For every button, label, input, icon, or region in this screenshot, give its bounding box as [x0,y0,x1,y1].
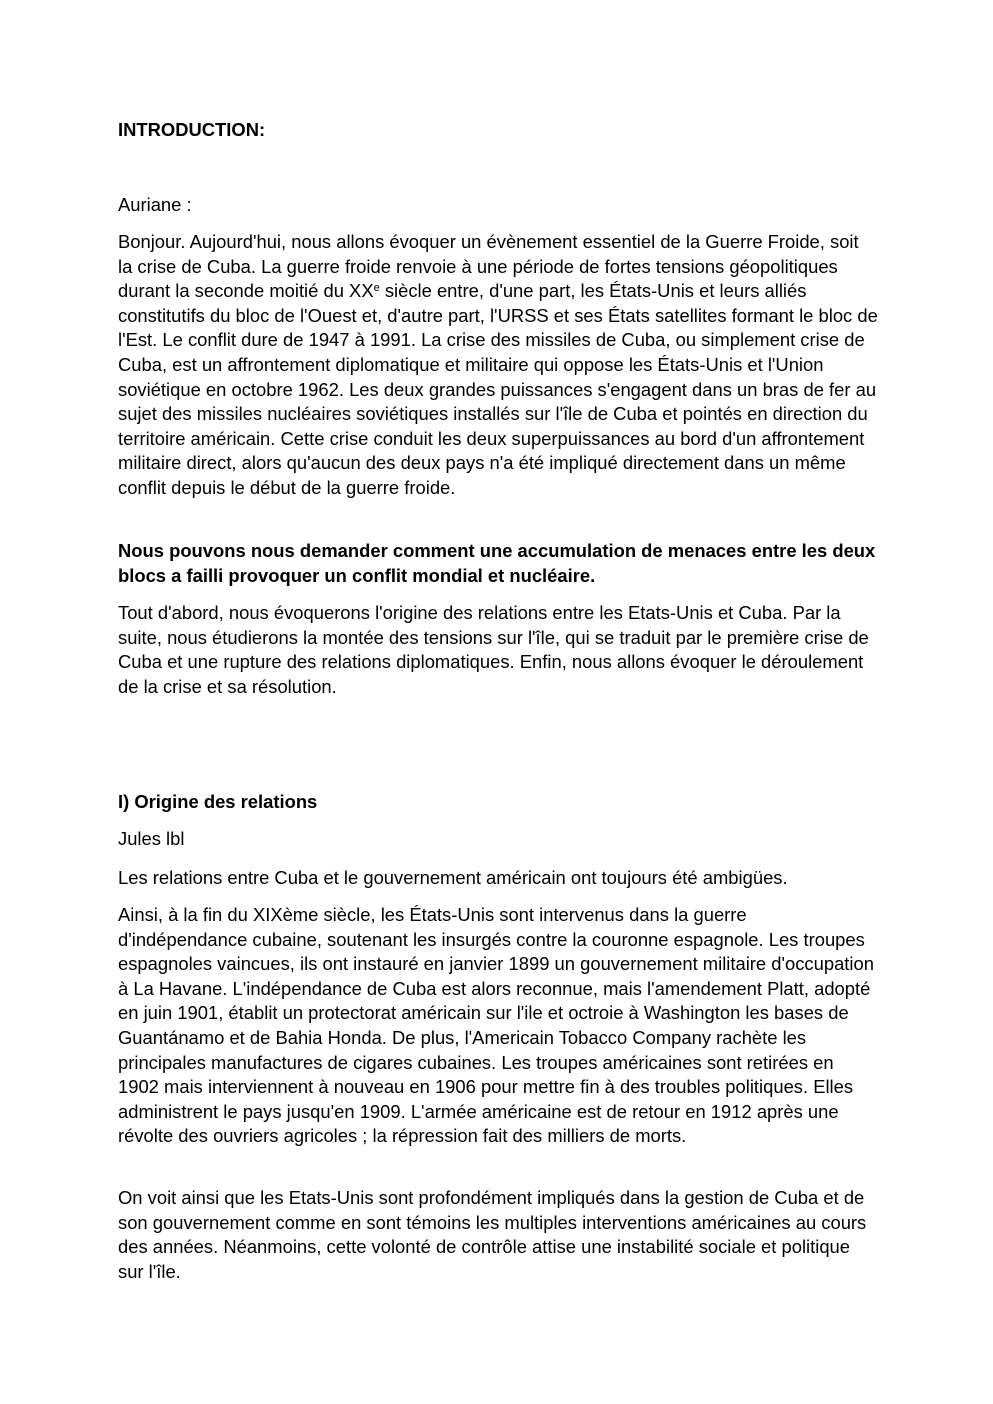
plan-paragraph: Tout d'abord, nous évoquerons l'origine des relations entre les Etats-Unis et Cuba. Par la suite, nous étudierons la montée des tensions sur l'île, qui se traduit par le première crise de Cuba et une rupture des relations diplomatiques. Enfin, nous allons évoquer le déroulement de la crise et sa résolution. [118,602,869,697]
intro-heading: INTRODUCTION: [118,119,266,140]
century-superscript: e [373,282,380,295]
section-paragraph-2: Ainsi, à la fin du XIXème siècle, les États-Unis sont intervenus dans la guerre d'indépendance cubaine, soutenant les insurgés contre la couronne espagnole. Les troupes espagnoles vaincues, ils ont instauré en janvier 1899 un gouvernement militaire d'occupation à La Havane. L'indépendance de Cuba est alors reconnue, mais l'amendement Platt, adopté en juin 1901, établit un protectorat américain sur l'ile et octroie à Washington les bases de Guantánamo et de Bahia Honda. De plus, l'Americain Tobacco Company rachète les principales manufactures de cigares cubaines. Les troupes américaines sont retirées en 1902 mais interviennent à nouveau en 1906 pour mettre fin à des troubles politiques. Elles administrent le pays jusqu'en 1909. L'armée américaine est de retour en 1912 après une révolte des ouvriers agricoles ; la répression fait des milliers de morts. [118,904,874,1147]
intro-paragraph-part2: siècle entre, d'une part, les États-Unis et leurs alliés constitutifs du bloc de l'Ouest et, d'autre part, l'URSS et ses États satellites formant le bloc de l'Est. Le conflit dure de 1947 à 1991. La crise des missiles de Cuba, ou simplement crise de Cuba, est un affrontement diplomatique et militaire qui oppose les États-Unis et l'Union soviétique en octobre 1962. Les deux grandes puissances s'engagent dans un bras de fer au sujet des missiles nucléaires soviétiques installés sur l'île de Cuba et pointés en direction du territoire américain. Cette crise conduit les deux superpuissances au bord d'un affrontement militaire direct, alors qu'aucun des deux pays n'a été impliqué directement dans un même conflit depuis le début de la guerre froide. [118,280,878,498]
section-paragraph-3: On voit ainsi que les Etats-Unis sont profondément impliqués dans la gestion de Cuba et de son gouvernement comme en sont témoins les multiples interventions américaines au cours des années. Néanmoins, cette volonté de contrôle attise une instabilité sociale et politique sur l'île. [118,1187,867,1282]
intro-paragraph-part1: Bonjour. Aujourd'hui, nous allons évoquer un évènement essentiel de la Guerre Froide, soit la crise de Cuba. La guerre froide renvoie à une période de fortes tensions géopolitiques durant la seconde moitié du XX [118,231,859,302]
section-heading: I) Origine des relations [118,791,318,812]
problematic-statement: Nous pouvons nous demander comment une accumulation de menaces entre les deux blocs a failli provoquer un conflit mondial et nucléaire. [118,540,876,586]
speaker-auriane: Auriane : [118,194,192,215]
intro-paragraph [118,230,878,501]
speaker-jules: Jules lbl [118,828,185,849]
section-paragraph-1: Les relations entre Cuba et le gouvernement américain ont toujours été ambigües. [118,867,788,888]
